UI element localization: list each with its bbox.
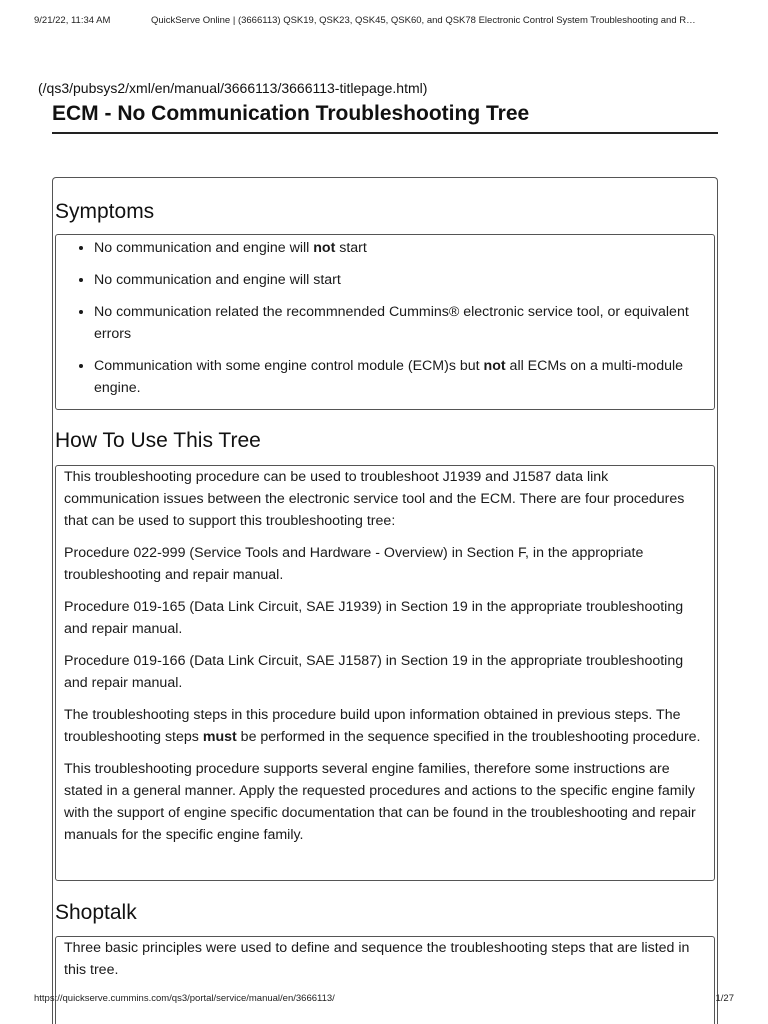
how-to-paragraph: This troubleshooting procedure can be used to troubleshoot J1939 and J1587 data link communication issues between the electronic service tool and the ECM. There are four procedures that can be used to support this troubleshooting tree: — [64, 469, 685, 529]
page-title: ECM - No Communication Troubleshooting Tree — [52, 102, 718, 134]
how-to-paragraph: The troubleshooting steps in this procedure build upon information obtained in previous steps. The troubleshooting steps must be performed in the sequence specified in the troubleshooting procedure. — [64, 707, 701, 745]
print-page-title: QuickServe Online | (3666113) QSK19, QSK23, QSK45, QSK60, and QSK78 Electronic Control System Troubleshooting and R… — [151, 15, 696, 26]
symptoms-heading: Symptoms — [55, 200, 155, 223]
footer-url: https://quickserve.cummins.com/qs3/portal/service/manual/en/3666113/ — [34, 993, 335, 1004]
symptom-item: • Communication with some engine control module (ECM)s but not all ECMs on a multi-module engine. — [94, 355, 708, 399]
how-to-paragraph: This troubleshooting procedure supports several engine families, therefore some instructions are stated in a general manner. Apply the requested procedures and actions to the specific engine family with the support of engine specific documentation that can be found in the troubleshooting and repair manuals for the specific engine family. — [64, 761, 696, 843]
procedure-paragraph: Procedure 019-165 (Data Link Circuit, SAE J1939) in Section 19 in the appropriate troubleshooting and repair manual. — [64, 599, 684, 637]
how-to-box — [55, 465, 715, 881]
page-number: 1/27 — [715, 993, 734, 1004]
symptom-item: • No communication and engine will not start — [94, 237, 708, 259]
symptom-item: • No communication related the recommnended Cummins® electronic service tool, or equivalent errors — [94, 301, 708, 345]
shoptalk-box — [55, 936, 715, 1024]
shoptalk-paragraph: Three basic principles were used to define and sequence the troubleshooting steps that are listed in this tree. — [64, 940, 690, 978]
symptoms-list — [94, 237, 708, 399]
shoptalk-heading: Shoptalk — [55, 901, 137, 924]
print-footer — [34, 993, 748, 1004]
procedure-paragraph: Procedure 022-999 (Service Tools and Hardware - Overview) in Section F, in the appropriate troubleshooting and repair manual. — [64, 545, 644, 583]
how-to-heading: How To Use This Tree — [55, 429, 261, 452]
symptoms-box — [55, 234, 715, 410]
procedure-paragraph: Procedure 019-166 (Data Link Circuit, SAE J1587) in Section 19 in the appropriate troubleshooting and repair manual. — [64, 653, 684, 691]
symptom-item: • No communication and engine will start — [94, 269, 708, 291]
print-date: 9/21/22, 11:34 AM — [34, 15, 111, 26]
titlepage-link[interactable]: (/qs3/pubsys2/xml/en/manual/3666113/3666113-titlepage.html) — [38, 80, 428, 96]
